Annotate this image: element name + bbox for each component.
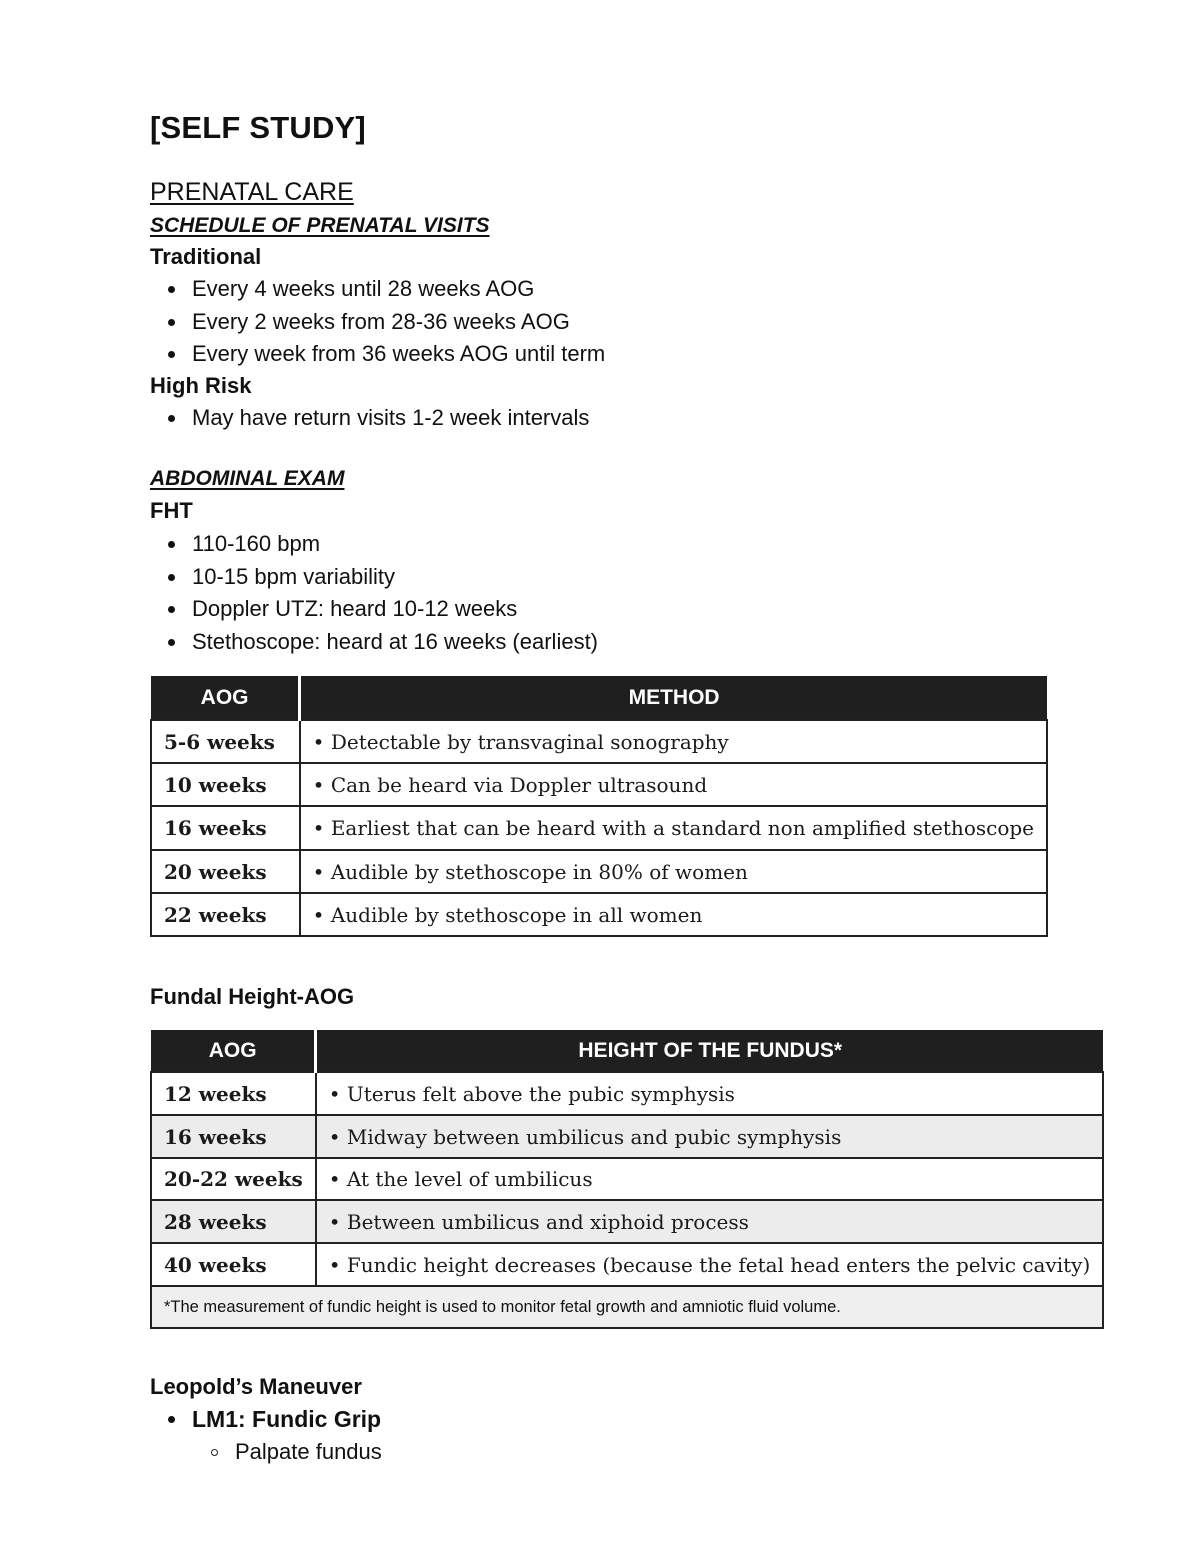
high-risk-list (150, 402, 589, 435)
column-header: AOG (151, 676, 300, 720)
aog-cell: 40 weeks (151, 1243, 316, 1286)
aog-cell: 20-22 weeks (151, 1158, 316, 1200)
list-item: Stethoscope: heard at 16 weeks (earliest) (150, 626, 598, 659)
page-title: [SELF STUDY] (150, 110, 366, 145)
height-cell: • Midway between umbilicus and pubic symphysis (316, 1115, 1104, 1158)
fht-method-table (150, 676, 1048, 937)
list-item: Doppler UTZ: heard 10-12 weeks (150, 593, 598, 626)
method-cell: • Detectable by transvaginal sonography (300, 720, 1047, 763)
table-row (151, 763, 1047, 806)
schedule-heading: SCHEDULE OF PRENATAL VISITS (150, 214, 490, 237)
table-header-row (151, 1030, 1103, 1072)
leopold-label: Leopold’s Maneuver (150, 1374, 362, 1399)
table-header-row (151, 676, 1047, 720)
height-cell: • Between umbilicus and xiphoid process (316, 1200, 1104, 1243)
list-item: Palpate fundus (150, 1436, 382, 1469)
table-row (151, 850, 1047, 893)
table-row (151, 720, 1047, 763)
traditional-label: Traditional (150, 244, 262, 269)
aog-cell: 16 weeks (151, 1115, 316, 1158)
prenatal-care-heading: PRENATAL CARE (150, 178, 354, 206)
aog-cell: 22 weeks (151, 893, 300, 936)
fundal-height-label: Fundal Height-AOG (150, 984, 355, 1009)
list-item: LM1: Fundic Grip (150, 1403, 381, 1436)
method-cell: • Audible by stethoscope in all women (300, 893, 1047, 936)
table-row (151, 1200, 1103, 1243)
table-row (151, 1072, 1103, 1115)
list-item: May have return visits 1-2 week intervals (150, 402, 589, 435)
aog-cell: 28 weeks (151, 1200, 316, 1243)
table-row (151, 1115, 1103, 1158)
table-row (151, 1158, 1103, 1200)
abdominal-exam-heading: ABDOMINAL EXAM (150, 467, 345, 490)
height-cell: • Fundic height decreases (because the fetal head enters the pelvic cavity) (316, 1243, 1104, 1286)
height-cell: • At the level of umbilicus (316, 1158, 1104, 1200)
list-item: 110-160 bpm (150, 528, 598, 561)
column-header: METHOD (300, 676, 1047, 720)
fht-label: FHT (150, 498, 193, 523)
aog-cell: 20 weeks (151, 850, 300, 893)
method-cell: • Can be heard via Doppler ultrasound (300, 763, 1047, 806)
traditional-list (150, 273, 605, 371)
leopold-sublist (150, 1436, 382, 1469)
fundal-height-table (150, 1030, 1104, 1329)
method-cell: • Audible by stethoscope in 80% of women (300, 850, 1047, 893)
table-row (151, 893, 1047, 936)
column-header: AOG (151, 1030, 316, 1072)
list-item: 10-15 bpm variability (150, 561, 598, 594)
table-row (151, 1243, 1103, 1286)
method-cell: • Earliest that can be heard with a standard non amplified stethoscope (300, 806, 1047, 850)
height-cell: • Uterus felt above the pubic symphysis (316, 1072, 1104, 1115)
aog-cell: 16 weeks (151, 806, 300, 850)
aog-cell: 12 weeks (151, 1072, 316, 1115)
list-item: Every week from 36 weeks AOG until term (150, 338, 605, 371)
list-item: Every 2 weeks from 28-36 weeks AOG (150, 306, 605, 339)
aog-cell: 10 weeks (151, 763, 300, 806)
leopold-list (150, 1403, 381, 1436)
aog-cell: 5-6 weeks (151, 720, 300, 763)
table-row (151, 806, 1047, 850)
fundal-footnote: *The measurement of fundic height is used to monitor fetal growth and amniotic fluid volume. (151, 1286, 1103, 1328)
table-footnote-row (151, 1286, 1103, 1328)
fht-list (150, 528, 598, 658)
column-header: HEIGHT OF THE FUNDUS* (316, 1030, 1104, 1072)
list-item: Every 4 weeks until 28 weeks AOG (150, 273, 605, 306)
high-risk-label: High Risk (150, 373, 252, 398)
